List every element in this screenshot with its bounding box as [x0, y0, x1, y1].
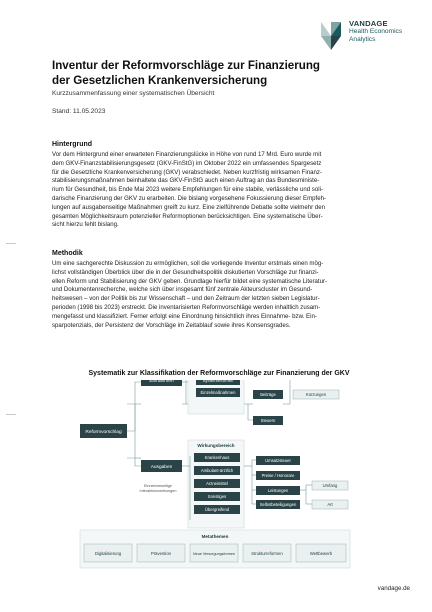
- note-line1: Einnahmeseitige: [143, 484, 173, 488]
- logo-line2: Health Economics: [349, 28, 403, 35]
- node-krankenhaus-label: Krankenhaus: [204, 455, 230, 460]
- text-line: für die Gesetzliche Krankenversicherung (GKV) verabschiedet. Neben kurzfristig wirksamen Finanz-: [52, 168, 322, 176]
- heading-hintergrund: Hintergrund: [52, 141, 93, 148]
- node-umfang-label: Umfang: [322, 483, 338, 488]
- meta-wettbewerb-label: Wettbewerb: [309, 551, 333, 556]
- node-leistungen-label: Leistungen: [267, 488, 289, 493]
- node-selbstbeteiligungen-label: Selbstbeteiligungen: [259, 502, 297, 507]
- meta-digitalisierung-label: Digitalisierung: [94, 551, 122, 556]
- classification-diagram: [0, 380, 432, 575]
- node-uebergreifend-label: Übergreifend: [204, 507, 230, 512]
- meta-strukturreformen-label: Strukturreformen: [251, 551, 283, 556]
- text-line: heitswesen – von der Politik bis zur Wissenschaft – und den Zeitraum der letzten sieben Legislatur-: [52, 295, 320, 303]
- footer-url: vandage.de: [377, 585, 410, 592]
- note-line2: Interaktionswirkungen: [139, 489, 177, 493]
- date-stamp: Stand: 11.05.2023: [52, 108, 106, 115]
- node-steuern-label: Steuern: [260, 418, 276, 423]
- text-line: perioden (1998 bis 2023) erstreckt. Die inventarisierten Reformvorschläge werden inhaltlich zusam-: [52, 303, 321, 311]
- logo-brand: VANDAGE: [349, 19, 388, 28]
- meta-versorgungsformen-label: Neue Versorgungsformen: [192, 552, 236, 556]
- paragraph-hintergrund: [52, 151, 386, 230]
- text-line: stabilisierungsmaßnahmen beinhaltete das GKV-FinStG auch einen Auftrag an das Bundesministe-: [52, 177, 320, 185]
- logo-line3: Analytics: [349, 36, 376, 43]
- text-line: gesamten Möglichkeitsraum potenzieller Reformoptionen berücksichtigen. Eine systematische Über-: [52, 212, 323, 220]
- text-line: Vor dem Hintergrund einer erwarteten Finanzierungslücke in Höhe von rund 17 Mrd. Euro wurde mit: [52, 151, 322, 158]
- text-line: lichst vollständigen Überblick über die in der Gesundheitspolitik diskutierten Vorschläge zur finanzi-: [52, 268, 319, 276]
- text-line: ellen Reform und Stabilisierung der GKV geben. Grundlage hierfür bildet eine systematische Literatur-: [52, 277, 328, 285]
- subtitle: Kurzzusammenfassung einer systematischen Übersicht: [52, 90, 215, 97]
- node-ausgaben-label: Ausgaben: [150, 465, 173, 470]
- text-line: und Dokumentenrecherche, welche sich über insgesamt fünf zentrale Akteurscluster im Gesund-: [52, 286, 313, 294]
- node-arzneimittel-label: Arzneimittel: [206, 481, 228, 486]
- text-line: rium für Gesundheit, bis Ende Mai 2023 weitere Empfehlungen für eine stabile, verlässliche und soli-: [52, 186, 323, 194]
- node-kuerzungen-label: Kürzungen: [305, 392, 327, 397]
- node-umsatzsteuer-label: Umsatzsteuer: [265, 458, 291, 463]
- margin-mark: [6, 243, 16, 244]
- title-line1: Inventur der Reformvorschläge zur Finanzierung: [52, 59, 320, 72]
- wirkungsbereich-label: Wirkungsbereich: [197, 443, 235, 448]
- text-line: darische Finanzierung der GKV zu erarbeiten. Die bislang vorgesehene Fokussierung dieser Empfeh-: [52, 194, 327, 202]
- node-einnahmen-label: Einnahmen: [149, 380, 174, 384]
- page-title: [52, 58, 352, 88]
- text-line: lungen auf ausgabenseitige Maßnahmen greift zu kurz. Eine zielführende Debatte sollte vielmehr den: [52, 203, 326, 211]
- node-preise-label: Preise / Honorare: [261, 473, 295, 478]
- metathemen-label: Metathemen: [201, 534, 229, 539]
- node-art-label: Art: [327, 502, 333, 507]
- node-ambulant-label: Ambulant-ärztlich: [200, 468, 234, 473]
- node-sonstiges-label: Sonstiges: [207, 494, 227, 499]
- node-reformvorschlag-label: Reformvorschlag: [85, 430, 122, 435]
- text-line: Um eine sachgerechte Diskussion zu ermöglichen, soll die vorliegende Inventur erstmals einen mög-: [52, 260, 324, 267]
- paragraph-methodik: [52, 260, 386, 330]
- node-beitraege-label: Beiträge: [260, 392, 276, 397]
- text-line: mengefasst und klassifiziert. Ferner erfolgt eine Einordnung hinsichtlich ihres Einnahme- bzw. Ein-: [52, 312, 317, 320]
- vandage-logo-icon: [319, 20, 345, 52]
- text-line: sicht hierzu fehlt bislang.: [52, 221, 119, 229]
- heading-methodik: Methodik: [52, 250, 83, 257]
- meta-praevention-label: Prävention: [150, 551, 172, 556]
- node-systemreformen-label: Systemreformen: [202, 380, 234, 383]
- diagram-title: Systematik zur Klassifikation der Reformvorschläge zur Finanzierung der GKV: [88, 370, 350, 377]
- title-line2: der Gesetzlichen Krankenversicherung: [52, 74, 268, 87]
- text-line: sparpotenzials, der Persistenz der Vorschläge im Zeitablauf sowie ihres Konsensgrades.: [52, 321, 291, 329]
- text-line: dem GKV-Finanzstabilisierungsgesetz (GKV-FinStG) im Oktober 2022 ein umfassendes Spargesetz: [52, 159, 322, 167]
- node-einzelmassnahmen-label: Einzelmaßnahmen: [200, 390, 236, 395]
